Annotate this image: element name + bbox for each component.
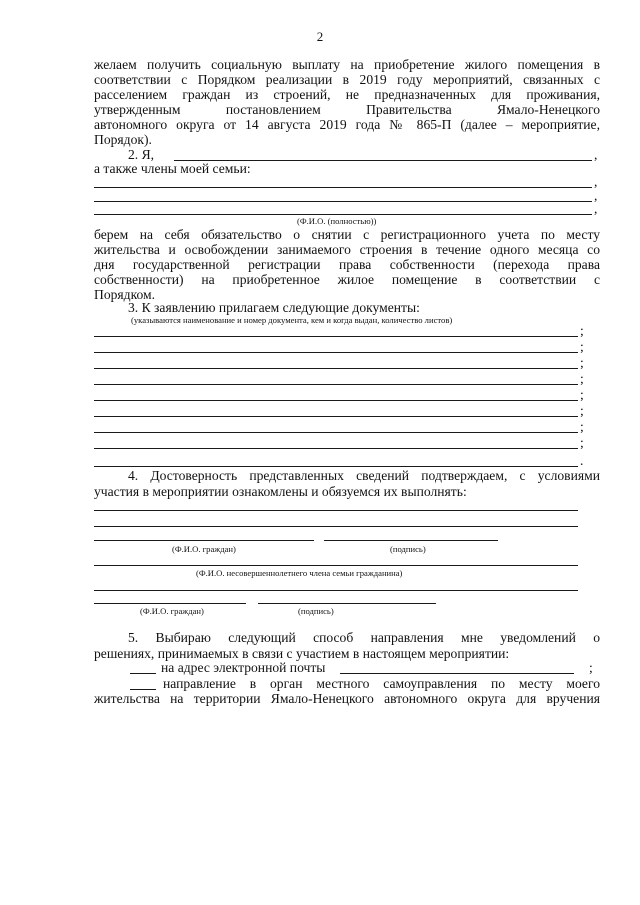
email-option-checkbox[interactable] [130, 673, 156, 674]
family-member-field-2[interactable] [94, 201, 592, 202]
punct-semicolon: ; [580, 435, 584, 450]
punct-semicolon: ; [580, 355, 584, 370]
document-line-field[interactable] [94, 448, 578, 449]
text-line: берем на себя обязательство о снятии с регистрационного учета по месту [94, 227, 600, 242]
gov-option-label: направление в орган местного самоуправления по месту моего [163, 676, 600, 691]
item-2-label: 2. Я, [128, 147, 155, 162]
punct-comma: , [594, 201, 598, 216]
item-3-title: 3. К заявлению прилагаем следующие документы: [128, 300, 420, 315]
text-line: участия в мероприятии ознакомлены и обязуемся их выполнять: [94, 484, 467, 499]
text-line: утвержденным постановлением Правительства Ямало-Ненецкого [94, 102, 600, 117]
text-line: собственности) на приобретенное жилое помещение в соответствии с [94, 272, 600, 287]
text-line: Порядок). [94, 132, 152, 147]
fio-citizens-label: (Ф.И.О. граждан) [172, 544, 236, 554]
family-member-field-1[interactable] [94, 187, 592, 188]
punct-semicolon: ; [589, 660, 593, 675]
citizens-line-field[interactable] [94, 526, 578, 527]
citizens-line-field[interactable] [94, 510, 578, 511]
minor-member-label: (Ф.И.О. несовершеннолетнего члена семьи гражданина) [196, 568, 403, 578]
family-member-field-3[interactable] [94, 214, 592, 215]
gov-option-checkbox[interactable] [130, 689, 156, 690]
citizens-signature-field[interactable] [258, 603, 436, 604]
page-number: 2 [316, 29, 324, 44]
punct-semicolon: ; [580, 387, 584, 402]
text-line: 5. Выбираю следующий способ направления мне уведомлений о [128, 630, 600, 645]
citizens-fio-field[interactable] [94, 603, 246, 604]
punct-semicolon: ; [580, 419, 584, 434]
signature-label: (подпись) [298, 606, 334, 616]
punct-semicolon: ; [580, 371, 584, 386]
fio-citizens-label: (Ф.И.О. граждан) [140, 606, 204, 616]
email-address-field[interactable] [340, 673, 574, 674]
documents-hint: (указываются наименование и номер документа, кем и когда выдан, количество листов) [131, 315, 453, 325]
citizens-fio-field[interactable] [94, 540, 314, 541]
text-line: решениях, принимаемых в связи с участием в настоящем мероприятии: [94, 646, 510, 661]
text-line: жительства и освобождении занимаемого строения в течение одного месяца со [94, 242, 600, 257]
minor-member-field[interactable] [94, 565, 578, 566]
document-line-field[interactable] [94, 416, 578, 417]
family-members-label: а также члены моей семьи: [94, 161, 251, 176]
text-line: 4. Достоверность представленных сведений подтверждаем, с условиями [128, 468, 600, 483]
document-line-field[interactable] [94, 466, 578, 467]
document-line-field[interactable] [94, 432, 578, 433]
document-line-field[interactable] [94, 352, 578, 353]
document-line-field[interactable] [94, 368, 578, 369]
citizens-line-field[interactable] [94, 590, 578, 591]
text-line: автономного округа от 14 августа 2019 года № 865-П (далее – мероприятие, [94, 117, 600, 132]
signature-label: (подпись) [390, 544, 426, 554]
text-line: желаем получить социальную выплату на приобретение жилого помещения в [94, 57, 600, 72]
text-line: расселением граждан из строений, не предназначенных для проживания, [94, 87, 600, 102]
document-line-field[interactable] [94, 336, 578, 337]
punct-semicolon: ; [580, 403, 584, 418]
fio-hint: (Ф.И.О. (полностью)) [297, 216, 377, 226]
gov-option-label-cont: жительства на территории Ямало-Ненецкого автономного округа для вручения [94, 691, 600, 706]
text-line: соответствии с Порядком реализации в 2019 году мероприятий, связанных с [94, 72, 600, 87]
document-line-field[interactable] [94, 400, 578, 401]
punct-semicolon: ; [580, 323, 584, 338]
punct-comma: , [594, 147, 598, 162]
email-option-label: на адрес электронной почты [161, 660, 326, 675]
document-line-field[interactable] [94, 384, 578, 385]
text-line: Порядком. [94, 287, 156, 302]
punct-comma: , [594, 174, 598, 189]
punct-comma: , [594, 188, 598, 203]
citizens-signature-field[interactable] [324, 540, 498, 541]
text-line: дня государственной регистрации права собственности (перехода права [94, 257, 600, 272]
punct-semicolon: ; [580, 339, 584, 354]
punct-period: . [580, 453, 584, 468]
